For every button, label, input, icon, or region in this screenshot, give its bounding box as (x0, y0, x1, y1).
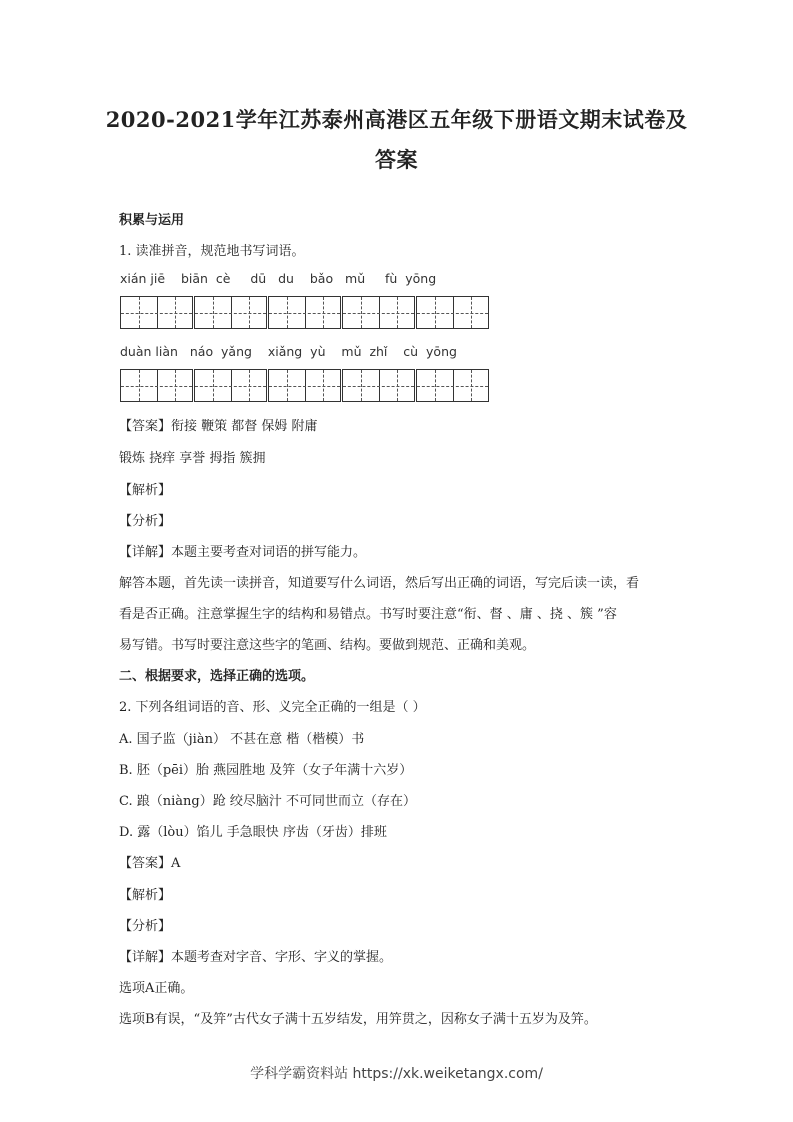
writing-box (268, 296, 341, 329)
q1-detail: 【详解】本题主要考查对词语的拼写能力。 (119, 545, 367, 560)
q2-option-d: D. 露（lòu）馅儿 手急眼快 序齿（牙齿）排班 (119, 825, 387, 840)
writing-box (342, 296, 415, 329)
q2-option-c: C. 踉（niàng）跄 绞尽脑汁 不可同世而立（存在） (119, 794, 416, 809)
document-title: 2020-2021学年江苏泰州高港区五年级下册语文期末试卷及 (105, 107, 688, 132)
q2-option-b-note: 选项B有误，“及笄”古代女子满十五岁结发，用笄贯之，因称女子满十五岁为及笄。 (119, 1012, 597, 1027)
document-title-continued: 答案 (375, 147, 418, 172)
section-heading-accumulation: 积累与运用 (119, 213, 185, 228)
q1-analysis-label: 【解析】 (119, 483, 172, 498)
q2-detail: 【详解】本题考查对字音、字形、字义的掌握。 (119, 950, 393, 965)
writing-box (342, 369, 415, 402)
writing-box (416, 369, 489, 402)
q2-analysis-label: 【解析】 (119, 888, 172, 903)
q1-answer-line-1: 【答案】衔接 鞭策 都督 保姆 附庸 (119, 419, 318, 434)
writing-box (194, 296, 267, 329)
q2-option-a-note: 选项A正确。 (119, 981, 194, 996)
q2-option-b: B. 胚（pēi）胎 燕园胜地 及笄（女子年满十六岁） (119, 763, 413, 778)
question-2: 2. 下列各组词语的音、形、义完全正确的一组是（ ） (119, 700, 426, 715)
q1-explanation-line-3: 易写错。书写时要注意这些字的笔画、结构。要做到规范、正确和美观。 (119, 638, 536, 653)
writing-box (120, 296, 193, 329)
pinyin-row-1: xián jiē biān cè dū du bǎo mǔ fù yōng (120, 271, 437, 286)
writing-box (268, 369, 341, 402)
section-heading-choose: 二、根据要求，选择正确的选项。 (119, 669, 315, 684)
q1-explanation-line-1: 解答本题，首先读一读拼音，知道要写什么词语，然后写出正确的词语，写完后读一读，看 (119, 576, 640, 591)
footer-watermark: 学科学霸资料站 https://xk.weiketangx.com/ (250, 1066, 543, 1082)
q1-breakdown-label: 【分析】 (119, 514, 172, 529)
writing-box (120, 369, 193, 402)
writing-box (194, 369, 267, 402)
q2-answer: 【答案】A (119, 856, 181, 871)
q1-answer-line-2: 锻炼 挠痒 享誉 拇指 簇拥 (119, 451, 266, 466)
q2-breakdown-label: 【分析】 (119, 919, 172, 934)
pinyin-row-2: duàn liàn náo yǎng xiǎng yù mǔ zhǐ cù yōng (120, 344, 457, 359)
writing-box (416, 296, 489, 329)
q2-option-a: A. 国子监（jiàn） 不甚在意 楷（楷模）书 (119, 732, 365, 747)
q1-explanation-line-2: 看是否正确。注意掌握生字的结构和易错点。书写时要注意“衔、督 、庸 、挠 、簇 ”容 (119, 607, 617, 622)
question-1: 1. 读准拼音，规范地书写词语。 (119, 244, 305, 259)
